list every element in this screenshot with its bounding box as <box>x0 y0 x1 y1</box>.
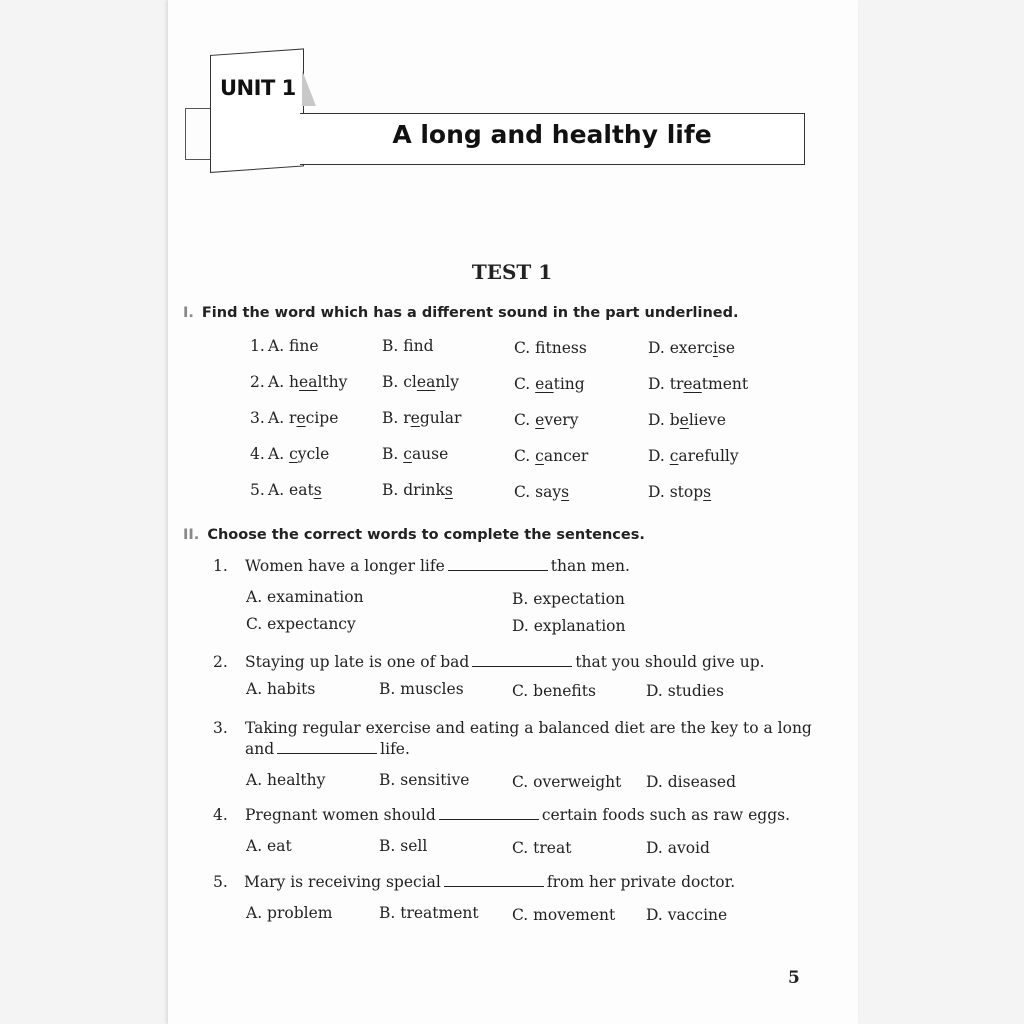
section-instruction: Choose the correct words to complete the sentences. <box>207 527 645 543</box>
item-number: 1. <box>250 337 265 355</box>
test-heading: TEST 1 <box>471 260 553 284</box>
word-part: nly <box>435 373 460 391</box>
question-text: from her private doctor. <box>546 873 736 891</box>
question-5 <box>213 873 736 891</box>
item-number: 5. <box>250 481 265 499</box>
section-instruction: Find the word which has a different sound in the part underlined. <box>201 305 739 321</box>
word-part: ting <box>553 375 585 393</box>
word-part: A. f <box>268 337 300 355</box>
option-a[interactable]: A. problem <box>246 904 333 922</box>
option-d[interactable]: D. diseased <box>646 773 737 791</box>
word-part: D. b <box>648 411 680 429</box>
question-text: Mary is receiving special <box>244 873 441 891</box>
underlined-part: ea <box>299 373 318 391</box>
word-part: C. <box>514 411 536 429</box>
option-c[interactable]: C. expectancy <box>246 615 356 633</box>
option-b[interactable]: B. sensitive <box>379 771 470 789</box>
page-number: 5 <box>788 968 800 988</box>
underlined-part: e <box>296 409 306 427</box>
option-b[interactable] <box>382 481 453 499</box>
word-part: lieve <box>688 411 726 429</box>
word-part: A. eat <box>268 481 314 499</box>
question-number: 2. <box>213 653 228 671</box>
underlined-part: e <box>410 409 420 427</box>
option-b[interactable]: B. treatment <box>379 904 479 922</box>
unit-title: A long and healthy life <box>392 120 712 149</box>
question-number: 3. <box>213 719 228 737</box>
option-b[interactable] <box>382 445 448 463</box>
word-part: C. f <box>514 339 546 357</box>
word-part: ause <box>411 445 449 463</box>
unit-tab <box>210 48 304 173</box>
word-part: A. h <box>268 373 300 391</box>
option-c[interactable]: C. benefits <box>512 682 596 700</box>
option-c[interactable] <box>514 483 569 501</box>
word-part: D. stop <box>648 483 704 501</box>
underlined-part: s <box>313 481 322 499</box>
option-a[interactable] <box>268 481 322 499</box>
word-part: ancer <box>543 447 589 465</box>
question-3 <box>213 719 812 737</box>
option-b[interactable]: B. expectation <box>512 590 625 608</box>
word-part: B. f <box>382 337 414 355</box>
tab-shadow <box>302 70 316 106</box>
option-c[interactable] <box>514 447 588 465</box>
answer-blank <box>444 874 544 887</box>
option-d[interactable] <box>648 483 711 501</box>
option-c[interactable]: C. treat <box>512 839 572 857</box>
option-d[interactable]: D. studies <box>646 682 724 700</box>
option-b[interactable] <box>382 409 461 427</box>
item-number: 4. <box>250 445 265 463</box>
underlined-part: c <box>669 447 679 465</box>
answer-blank <box>472 654 572 667</box>
question-text: Pregnant women should <box>245 806 436 824</box>
word-part: nd <box>413 337 434 355</box>
underlined-part: s <box>703 483 712 501</box>
word-part: D. exerc <box>648 339 713 357</box>
option-a[interactable]: A. examination <box>246 588 364 606</box>
underlined-part: ea <box>416 373 436 391</box>
option-a[interactable]: A. healthy <box>246 771 326 789</box>
underlined-part: c <box>403 445 412 463</box>
word-part: B. drink <box>382 481 445 499</box>
option-c[interactable] <box>514 411 578 429</box>
word-part: arefully <box>678 447 739 465</box>
option-b[interactable] <box>382 337 434 355</box>
underlined-part: ea <box>535 375 554 393</box>
word-part: se <box>717 339 736 357</box>
question-number: 5. <box>213 873 228 891</box>
section-2-heading <box>183 527 645 543</box>
underlined-part: s <box>561 483 570 501</box>
word-part: A. r <box>268 409 297 427</box>
question-text: Women have a longer life <box>245 557 445 575</box>
word-part: A. <box>268 445 290 463</box>
option-d[interactable] <box>648 447 739 465</box>
option-a[interactable] <box>268 445 329 463</box>
option-d[interactable] <box>648 339 735 357</box>
question-text: certain foods such as raw eggs. <box>541 806 791 824</box>
option-a[interactable]: A. eat <box>246 837 292 855</box>
word-part: very <box>544 411 579 429</box>
option-b[interactable]: B. sell <box>379 837 428 855</box>
question-text: than men. <box>550 557 630 575</box>
word-part: C. <box>514 375 536 393</box>
question-text: Taking regular exercise and eating a balanced diet are the key to a long <box>245 719 812 737</box>
word-part: D. tr <box>648 375 684 393</box>
underlined-part: i <box>712 339 718 357</box>
word-part: tment <box>701 375 749 393</box>
unit-label: UNIT 1 <box>220 76 296 100</box>
option-d[interactable]: D. explanation <box>512 617 626 635</box>
question-text: Staying up late is one of bad <box>245 653 470 671</box>
word-part: ne <box>299 337 319 355</box>
underlined-part: e <box>535 411 545 429</box>
underlined-part: s <box>444 481 453 499</box>
item-number: 3. <box>250 409 265 427</box>
word-part: D. <box>648 447 670 465</box>
word-part: tness <box>545 339 587 357</box>
section-number: I. <box>183 305 194 321</box>
underlined-part: e <box>679 411 689 429</box>
answer-blank <box>277 741 377 754</box>
answer-blank <box>448 558 548 571</box>
question-2 <box>213 653 765 671</box>
underlined-part: ea <box>683 375 702 393</box>
question-number: 4. <box>213 806 228 824</box>
word-part: C. <box>514 447 536 465</box>
word-part: B. <box>382 445 404 463</box>
underlined-part: c <box>289 445 298 463</box>
word-part: B. cl <box>382 373 417 391</box>
option-a[interactable] <box>268 409 338 427</box>
option-b[interactable] <box>382 373 459 391</box>
word-part: cipe <box>305 409 339 427</box>
option-a[interactable]: A. habits <box>246 680 316 698</box>
question-text: and <box>245 740 275 758</box>
item-number: 2. <box>250 373 265 391</box>
word-part: lthy <box>317 373 348 391</box>
option-a[interactable] <box>268 373 347 391</box>
option-d[interactable] <box>648 411 726 429</box>
word-part: ycle <box>297 445 330 463</box>
word-part: C. say <box>514 483 562 501</box>
option-c[interactable] <box>514 375 585 393</box>
question-3-line-2 <box>245 740 410 758</box>
underlined-part: c <box>535 447 544 465</box>
question-text: life. <box>380 740 410 758</box>
option-c[interactable] <box>514 339 587 357</box>
question-4 <box>213 806 791 824</box>
answer-blank <box>439 807 539 820</box>
option-c[interactable]: C. overweight <box>512 773 622 791</box>
question-text: that you should give up. <box>575 653 765 671</box>
section-1-heading <box>183 305 739 321</box>
option-a[interactable] <box>268 337 319 355</box>
word-part: gular <box>419 409 462 427</box>
option-b[interactable]: B. muscles <box>379 680 464 698</box>
question-number: 1. <box>213 557 228 575</box>
option-d[interactable]: D. avoid <box>646 839 710 857</box>
section-number: II. <box>183 527 200 543</box>
question-1 <box>213 557 630 575</box>
word-part: B. r <box>382 409 411 427</box>
option-c[interactable]: C. movement <box>512 906 616 924</box>
option-d[interactable]: D. vaccine <box>646 906 728 924</box>
option-d[interactable] <box>648 375 748 393</box>
